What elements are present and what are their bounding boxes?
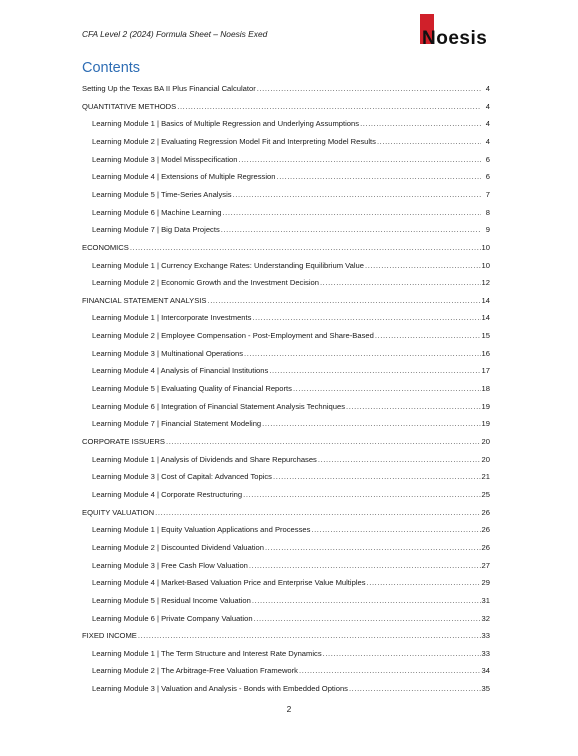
toc-entry-label: Learning Module 2 | Economic Growth and the Investment Decision (92, 278, 319, 288)
toc-entry-label: Learning Module 2 | Evaluating Regression Model Fit and Interpreting Model Results (92, 136, 376, 146)
toc-entry-module[interactable] (92, 541, 490, 553)
toc-entry-label: Learning Module 5 | Time-Series Analysis (92, 189, 232, 199)
toc-entry-label: Learning Module 2 | Discounted Dividend Valuation (92, 542, 264, 552)
toc-entry-page-number: 26 (481, 542, 490, 552)
toc-dot-leader (244, 349, 481, 359)
toc-dot-leader (318, 455, 481, 465)
toc-entry-page-number: 21 (481, 472, 490, 482)
toc-entry-label: Learning Module 3 | Model Misspecification (92, 154, 238, 164)
toc-dot-leader (207, 296, 480, 306)
toc-entry-page-number: 25 (481, 489, 490, 499)
toc-entry-module[interactable] (92, 470, 490, 482)
toc-entry-page-number: 32 (481, 613, 490, 623)
toc-dot-leader (323, 649, 481, 659)
toc-entry-page-number: 18 (481, 384, 490, 394)
toc-dot-leader (377, 137, 481, 147)
toc-entry-page-number: 19 (481, 419, 490, 429)
toc-entry-page-number: 35 (481, 684, 490, 694)
toc-dot-leader (252, 596, 481, 606)
toc-entry-module[interactable] (92, 188, 490, 200)
toc-entry-page-number: 26 (481, 525, 490, 535)
toc-entry-page-number: 33 (481, 648, 490, 658)
page-number: 2 (286, 704, 292, 714)
document-header-title: CFA Level 2 (2024) Formula Sheet – Noesis Exed (82, 29, 268, 39)
toc-entry-module[interactable] (92, 117, 490, 129)
toc-entry-page-number: 8 (485, 207, 490, 217)
noesis-logo (420, 14, 494, 49)
toc-entry-page-number: 6 (485, 154, 490, 164)
toc-dot-leader (311, 525, 480, 535)
toc-dot-leader (320, 278, 481, 288)
toc-entry-label: EQUITY VALUATION (82, 507, 155, 517)
toc-entry-label: FINANCIAL STATEMENT ANALYSIS (82, 295, 207, 305)
toc-entry-page-number: 27 (481, 560, 490, 570)
toc-entry-page-number: 9 (485, 225, 490, 235)
logo-wordmark: Noesis (422, 28, 488, 49)
toc-entry-page-number: 10 (481, 260, 490, 270)
toc-entry-label: Learning Module 2 | Employee Compensation - Post-Employment and Share-Based (92, 331, 374, 341)
toc-entry-page-number: 4 (485, 84, 490, 93)
toc-dot-leader (273, 472, 481, 482)
toc-entry-page-number: 34 (481, 666, 490, 676)
toc-dot-leader (138, 631, 481, 641)
toc-dot-leader (262, 419, 480, 429)
toc-dot-leader (249, 561, 481, 571)
toc-entry-module[interactable] (92, 647, 490, 659)
toc-entry-label: Learning Module 3 | Cost of Capital: Advanced Topics (92, 472, 272, 482)
toc-entry-module[interactable] (92, 259, 490, 271)
toc-entry-module[interactable] (92, 664, 490, 676)
toc-entry-label: Learning Module 7 | Financial Statement Modeling (92, 419, 262, 429)
toc-entry-page-number: 14 (481, 295, 490, 305)
toc-entry-page-number: 6 (485, 172, 490, 182)
toc-entry-module[interactable] (92, 170, 490, 182)
toc-entry-label: Setting Up the Texas BA II Plus Financial Calculator (82, 84, 256, 93)
toc-entry-label: Learning Module 4 | Market-Based Valuation Price and Enterprise Value Multiples (92, 578, 366, 588)
toc-entry-page-number: 4 (485, 119, 490, 129)
toc-entry-page-number: 26 (481, 507, 490, 517)
toc-entry-section[interactable] (82, 82, 490, 94)
toc-entry-label: Learning Module 2 | The Arbitrage-Free Valuation Framework (92, 666, 298, 676)
toc-entry-module[interactable] (92, 382, 490, 394)
toc-dot-leader (222, 208, 481, 218)
toc-entry-page-number: 19 (481, 401, 490, 411)
toc-dot-leader (233, 190, 481, 200)
toc-entry-module[interactable] (92, 223, 490, 235)
toc-entry-module[interactable] (92, 523, 490, 535)
toc-entry-page-number: 16 (481, 348, 490, 358)
toc-entry-module[interactable] (92, 400, 490, 412)
toc-entry-label: Learning Module 1 | The Term Structure and Interest Rate Dynamics (92, 648, 322, 658)
toc-dot-leader (269, 366, 480, 376)
toc-entry-page-number: 15 (481, 331, 490, 341)
toc-dot-leader (276, 172, 481, 182)
toc-dot-leader (243, 490, 480, 500)
toc-dot-leader (375, 331, 481, 341)
toc-entry-label: FIXED INCOME (82, 631, 137, 641)
toc-entry-label: ECONOMICS (82, 242, 129, 252)
toc-entry-module[interactable] (92, 417, 490, 429)
toc-entry-label: Learning Module 3 | Valuation and Analysis - Bonds with Embedded Options (92, 684, 348, 694)
toc-entry-module[interactable] (92, 347, 490, 359)
toc-dot-leader (293, 384, 481, 394)
toc-entry-module[interactable] (92, 594, 490, 606)
toc-dot-leader (365, 261, 481, 271)
toc-entry-page-number: 20 (481, 437, 490, 446)
toc-entry-page-number: 4 (485, 136, 490, 146)
toc-entry-label: Learning Module 4 | Analysis of Financial Institutions (92, 366, 269, 376)
toc-entry-module[interactable] (92, 576, 490, 588)
toc-entry-section[interactable] (82, 506, 490, 518)
toc-entry-module[interactable] (92, 364, 490, 376)
toc-entry-label: Learning Module 5 | Residual Income Valuation (92, 595, 251, 605)
toc-entry-label: Learning Module 6 | Private Company Valuation (92, 613, 253, 623)
toc-entry-page-number: 4 (485, 101, 490, 111)
toc-entry-label: Learning Module 6 | Machine Learning (92, 207, 222, 217)
toc-entry-module[interactable] (92, 311, 490, 323)
toc-entry-label: Learning Module 1 | Analysis of Dividends and Share Repurchases (92, 454, 317, 464)
toc-entry-page-number: 10 (481, 242, 490, 252)
toc-dot-leader (239, 155, 482, 165)
toc-entry-module[interactable] (92, 135, 490, 147)
toc-entry-module[interactable] (92, 559, 490, 571)
toc-entry-section[interactable] (82, 435, 490, 447)
toc-entry-module[interactable] (92, 276, 490, 288)
toc-entry-page-number: 20 (481, 454, 490, 464)
toc-dot-leader (254, 614, 481, 624)
toc-entry-label: Learning Module 1 | Currency Exchange Rates: Understanding Equilibrium Value (92, 260, 364, 270)
toc-entry-section[interactable] (82, 241, 490, 253)
toc-entry-page-number: 29 (481, 578, 490, 588)
toc-entry-section[interactable] (82, 100, 490, 112)
toc-dot-leader (299, 666, 481, 676)
toc-entry-label: CORPORATE ISSUERS (82, 437, 165, 446)
toc-entry-label: Learning Module 7 | Big Data Projects (92, 225, 220, 235)
toc-dot-leader (130, 243, 481, 253)
toc-dot-leader (221, 225, 481, 235)
toc-entry-page-number: 7 (485, 189, 490, 199)
toc-entry-label: Learning Module 3 | Multinational Operations (92, 348, 243, 358)
toc-entry-module[interactable] (92, 488, 490, 500)
toc-entry-module[interactable] (92, 206, 490, 218)
toc-entry-page-number: 17 (481, 366, 490, 376)
toc-entry-page-number: 12 (481, 278, 490, 288)
toc-dot-leader (257, 84, 481, 94)
toc-entry-label: Learning Module 6 | Integration of Financial Statement Analysis Techniques (92, 401, 346, 411)
toc-entry-module[interactable] (92, 453, 490, 465)
toc-entry-label: Learning Module 1 | Equity Valuation Applications and Processes (92, 525, 311, 535)
toc-entry-label: Learning Module 5 | Evaluating Quality of Financial Reports (92, 384, 292, 394)
toc-dot-leader (360, 119, 481, 129)
toc-entry-label: Learning Module 1 | Basics of Multiple Regression and Underlying Assumptions (92, 119, 360, 129)
toc-entry-module[interactable] (92, 612, 490, 624)
toc-entry-page-number: 33 (481, 631, 490, 641)
toc-entry-label: Learning Module 4 | Corporate Restructuring (92, 489, 243, 499)
toc-entry-label: QUANTITATIVE METHODS (82, 101, 177, 111)
toc-entry-page-number: 14 (481, 313, 490, 323)
toc-dot-leader (349, 684, 481, 694)
toc-dot-leader (155, 508, 480, 518)
toc-entry-module[interactable] (92, 329, 490, 341)
toc-entry-module[interactable] (92, 153, 490, 165)
toc-dot-leader (252, 313, 480, 323)
toc-dot-leader (265, 543, 481, 553)
toc-dot-leader (166, 437, 481, 447)
toc-entry-section[interactable] (82, 629, 490, 641)
toc-entry-label: Learning Module 1 | Intercorporate Investments (92, 313, 252, 323)
toc-dot-leader (346, 402, 481, 412)
toc-entry-label: Learning Module 4 | Extensions of Multiple Regression (92, 172, 276, 182)
contents-heading: Contents (82, 60, 141, 76)
toc-entry-module[interactable] (92, 682, 490, 694)
toc-entry-section[interactable] (82, 294, 490, 306)
toc-dot-leader (177, 102, 481, 112)
toc-entry-page-number: 31 (481, 595, 490, 605)
toc-entry-label: Learning Module 3 | Free Cash Flow Valuation (92, 560, 248, 570)
toc-dot-leader (367, 578, 481, 588)
